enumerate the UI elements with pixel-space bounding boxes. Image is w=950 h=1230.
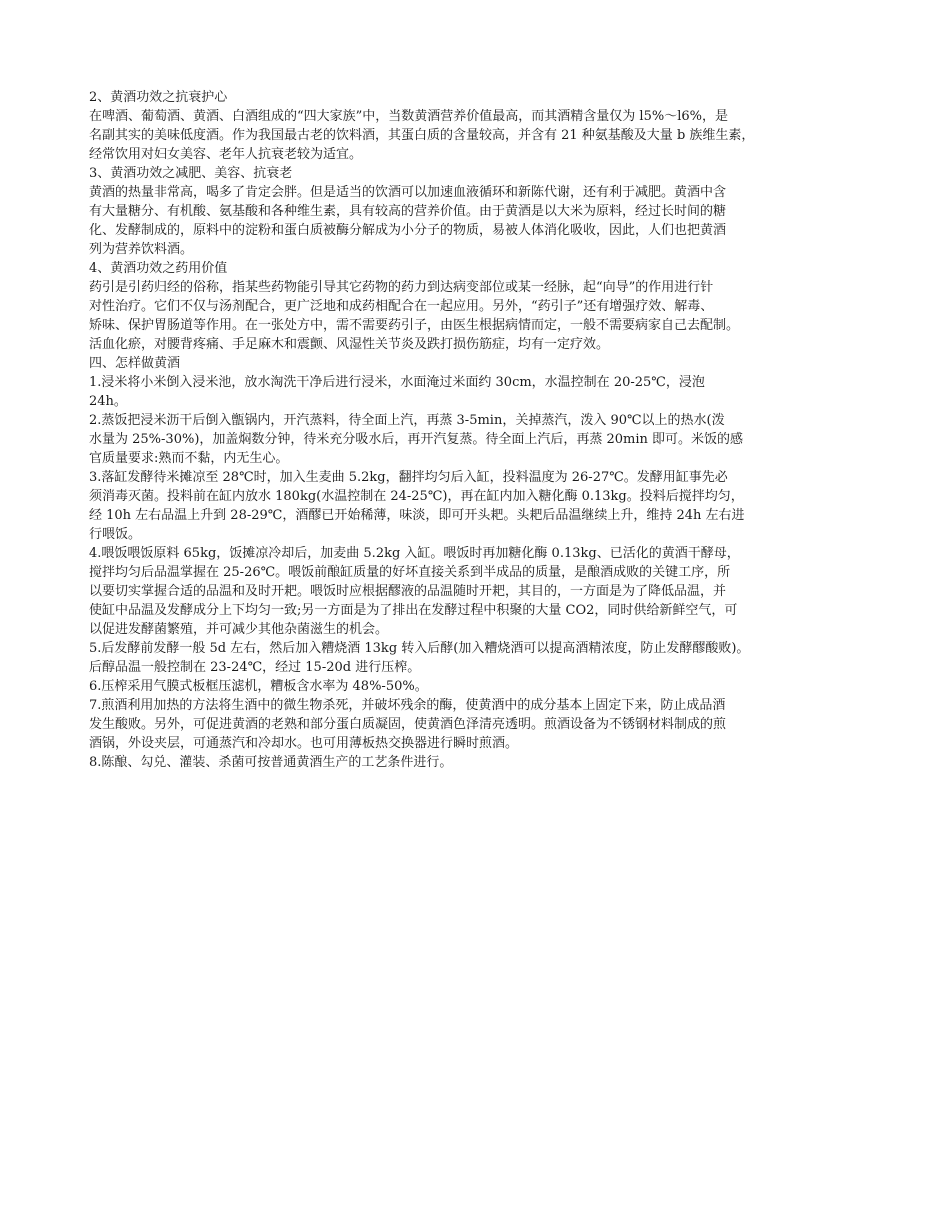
- paragraph-line: 列为营养饮料酒。: [89, 242, 194, 257]
- paragraph-line: 对性治疗。它们不仅与汤剂配合，更广泛地和成药相配合在一起应用。另外，“药引子”还有增强疗效、解毒、: [89, 299, 714, 314]
- heading-anti-aging: 2、黄酒功效之抗衰护心: [89, 90, 228, 105]
- step-line: 24h。: [89, 394, 127, 409]
- step-line: 使缸中品温及发酵成分上下均匀一致;另一方面是为了排出在发酵过程中积聚的大量 CO2，同时供给新鲜空气，可: [89, 603, 738, 618]
- paragraph-line: 药引是引药归经的俗称，指某些药物能引导其它药物的药力到达病变部位或某一经脉，起“向导”的作用进行针: [89, 280, 714, 295]
- step-line: 须消毒灭菌。投料前在缸内放水 180kg(水温控制在 24-25℃)，再在缸内加入糖化酶 0.13kg。投料后搅拌均匀，: [89, 489, 744, 504]
- step-line: 经 10h 左右品温上升到 28-29℃，酒醪已开始稀薄，味淡，即可开头耙。头耙后品温继续上升，维持 24h 左右进: [89, 508, 745, 523]
- step-line: 2.蒸饭把浸米沥干后倒入甑锅内，开汽蒸料，待全面上汽，再蒸 3-5min，关掉蒸汽，泼入 90℃以上的热水(泼: [89, 413, 725, 428]
- paragraph-line: 在啤酒、葡萄酒、黄酒、白酒组成的“四大家族”中，当数黄酒营养价值最高，而其酒精含量仅为 l5%～l6%，是: [89, 109, 728, 124]
- paragraph-line: 有大量糖分、有机酸、氨基酸和各种维生素，具有较高的营养价值。由于黄酒是以大米为原料，经过长时间的糖: [89, 204, 727, 219]
- step-line: 水量为 25%-30%)，加盖焖数分钟，待米充分吸水后，再开汽复蒸。待全面上汽后，再蒸 20min 即可。米饭的感: [89, 432, 744, 447]
- paragraph-line: 经常饮用对妇女美容、老年人抗衰老较为适宜。: [89, 147, 363, 162]
- heading-weight-loss: 3、黄酒功效之减肥、美容、抗衰老: [89, 166, 293, 181]
- step-line: 1.浸米将小米倒入浸米池，放水淘洗干净后进行浸米，水面淹过米面约 30cm，水温控制在 20-25℃，浸泡: [89, 375, 705, 390]
- paragraph-line: 化、发酵制成的，原料中的淀粉和蛋白质被酶分解成为小分子的物质，易被人体消化吸收，因此，人们也把黄酒: [89, 223, 727, 238]
- paragraph-line: 矫味、保护胃肠道等作用。在一张处方中，需不需要药引子，由医生根据病情而定，一般不需要病家自己去配制。: [89, 318, 740, 333]
- heading-medicinal-value: 4、黄酒功效之药用价值: [89, 261, 228, 276]
- step-line: 以要切实掌握合适的品温和及时开耙。喂饭时应根据醪液的品温随时开耙，其目的，一方面是为了降低品温，并: [89, 584, 727, 599]
- step-line: 3.落缸发酵待米摊凉至 28℃时，加入生麦曲 5.2kg，翻拌均匀后入缸，投料温度为 26-27℃。发酵用缸事先必: [89, 470, 728, 485]
- heading-how-to-make: 四、怎样做黄酒: [89, 356, 181, 371]
- step-line: 行喂饭。: [89, 527, 142, 542]
- paragraph-line: 名副其实的美味低度酒。作为我国最古老的饮料酒，其蛋白质的含量较高，并含有 21 种氨基酸及大量 b 族维生素，: [89, 128, 755, 143]
- step-line: 以促进发酵菌繁殖，并可减少其他杂菌滋生的机会。: [89, 622, 389, 637]
- step-line: 5.后发酵前发酵一般 5d 左右，然后加入糟烧酒 13kg 转入后酵(加入糟烧酒可以提高酒精浓度，防止发酵醪酸败)。: [89, 641, 750, 656]
- step-line: 7.煎酒利用加热的方法将生酒中的微生物杀死，并破坏残余的酶，使黄酒中的成分基本上固定下来，防止成品酒: [89, 698, 726, 713]
- step-line: 官质量要求:熟而不黏，内无生心。: [89, 451, 289, 466]
- step-line: 酒锅，外设夹层，可通蒸汽和冷却水。也可用薄板热交换器进行瞬时煎酒。: [89, 736, 519, 751]
- step-line: 8.陈酿、勾兑、灌装、杀菌可按普通黄酒生产的工艺条件进行。: [89, 755, 453, 770]
- step-line: 6.压榨采用气膜式板框压滤机，糟板含水率为 48%-50%。: [89, 679, 428, 694]
- paragraph-line: 活血化瘀，对腰背疼痛、手足麻木和震颤、风湿性关节炎及跌打损伤筋症，均有一定疗效。: [89, 337, 610, 352]
- step-line: 后醇品温一般控制在 23-24℃，经过 15-20d 进行压榨。: [89, 660, 421, 675]
- paragraph-line: 黄酒的热量非常高，喝多了肯定会胖。但是适当的饮酒可以加速血液循环和新陈代谢，还有利于减肥。黄酒中含: [89, 185, 727, 200]
- step-line: 4.喂饭喂饭原料 65kg，饭摊凉冷却后，加麦曲 5.2kg 入缸。喂饭时再加糖化酶 0.13kg、已活化的黄酒干酵母，: [89, 546, 740, 561]
- step-line: 发生酸败。另外，可促进黄酒的老熟和部分蛋白质凝固，使黄酒色泽清亮透明。煎酒设备为不锈钢材料制成的煎: [89, 717, 727, 732]
- document-body: [89, 88, 879, 772]
- step-line: 搅拌均匀后品温掌握在 25-26℃。喂饭前酿缸质量的好坏直接关系到半成品的质量，是酿酒成败的关键工序，所: [89, 565, 731, 580]
